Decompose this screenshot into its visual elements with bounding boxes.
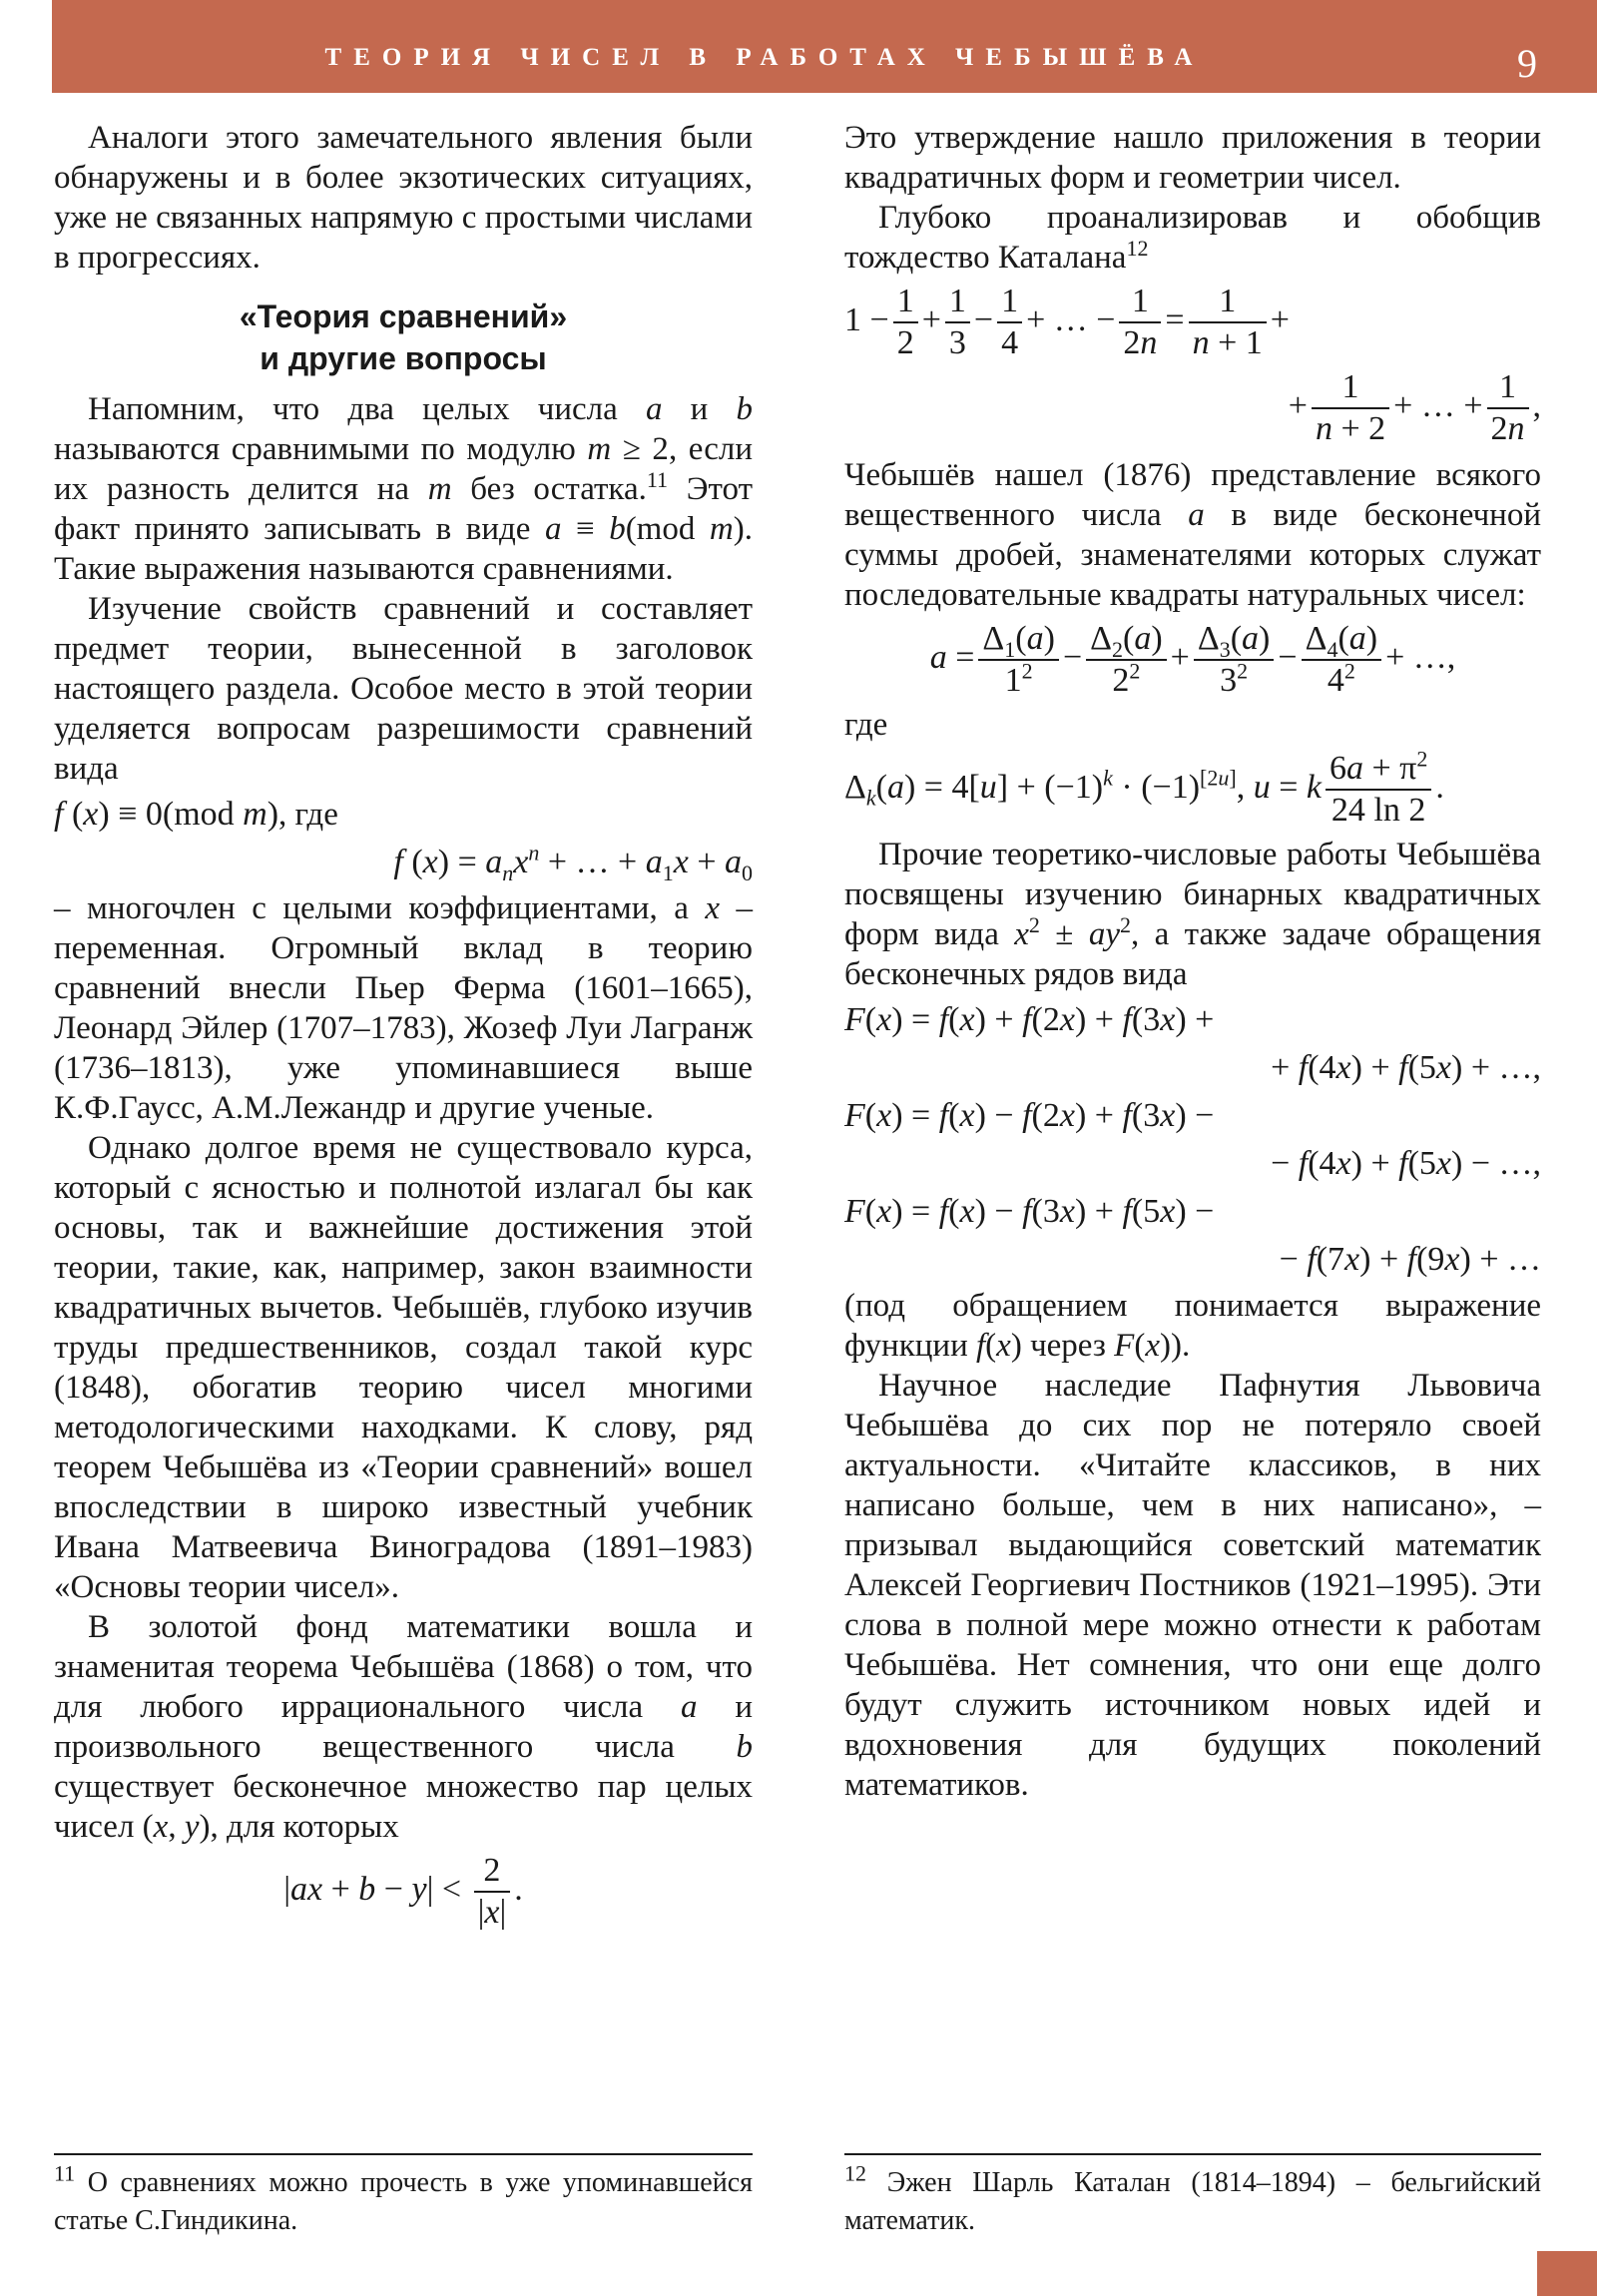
page-number: 9 [1517, 41, 1537, 86]
paragraph: Это утверждение нашло приложения в теории квадратичных форм и геометрии чисел. [844, 120, 1541, 196]
right-column [844, 118, 1541, 1805]
formula-delta: $\Delta_k(a) = 4[u] + (-1)^k \cdot (-1)[2u]$, u = k $\frac{6a + \pi^2}{24 \ln 2}$ . [844, 746, 1444, 829]
formula-F3-cont: − f(7x) + f(9x) + … [1279, 1241, 1541, 1278]
footnote-12 [844, 2160, 1542, 2240]
page-header [52, 0, 1597, 93]
formula-series: a = $\frac{\Delta_1(a)}{1^2}$ − $\frac{\Delta_2(a)}{2^2}$ + $\frac{\Delta_3(a)}{3^2}$ − $\frac{\Delta_4(a)}{4^2}$ + …, [929, 620, 1456, 699]
running-title: ТЕОРИЯ ЧИСЕЛ В РАБОТАХ ЧЕБЫШЁВА [324, 44, 1205, 71]
paragraph: где [844, 707, 888, 743]
footnote-text: Эжен Шарль Каталан (1814–1894) – бельгийский математик. [844, 2167, 1542, 2236]
formula-inequality: |ax + b − y| < $\frac{2}{|x|}$ . [283, 1852, 523, 1931]
formula-F3: F(x) = f(x) − f(3x) + f(5x) − [844, 1193, 1215, 1230]
paragraph: Чебышёв нашел (1876) представление всякого вещественного числа a в виде бесконечной суммы дробей, знаменателями которых служат последовательные квадраты натуральных чисел: [844, 457, 1542, 613]
paragraph: Изучение свойств сравнений и составляет предмет теории, вынесенной в заголовок настоящего раздела. Особое место в этой теории уделяется вопросам разрешимости сравнений вида [54, 591, 753, 787]
formula-catalan-cont: + $\frac{1}{n + 2}$ + … + $\frac{1}{2n}$ , [1288, 368, 1541, 447]
footnote-11 [54, 2160, 753, 2240]
heading-line: «Теория сравнений» [239, 298, 568, 334]
paragraph: Аналоги этого замечательного явления были обнаружены и в более экзотических ситуациях, уже не связанных напрямую с простыми числами в прогрессиях. [54, 120, 753, 276]
section-heading [54, 295, 753, 379]
formula-F2: F(x) = f(x) − f(2x) + f(3x) − [844, 1097, 1215, 1134]
formula-catalan: 1 − $\frac{1}{2}$ + $\frac{1}{3}$ − $\frac{1}{4}$ + … − $\frac{1}{2n}$ = $\frac{1}{n + 1}$ + [844, 283, 1290, 361]
footnote-ref[interactable]: 12 [1126, 236, 1149, 261]
paragraph: Однако долгое время не существовало курса, который с ясностью и полнотой излагал бы как основы, так и важнейшие достижения этой теории, такие, как, например, закон взаимности квадратичных вычетов. Чебышёв, глубоко изучив труды предшественников, создал такой курс (1848), обогатив теорию чисел многими методологическими находками. К слову, ряд теорем Чебышёва из «Теории сравнений» вошел впоследствии в широко известный учебник Ивана Матвеевича Виноградова (1891–1983) «Основы теории чисел». [54, 1130, 753, 1605]
formula-F2-cont: − f(4x) + f(5x) − …, [1271, 1145, 1541, 1182]
footnote-divider [54, 2153, 753, 2155]
footnote-number: 11 [54, 2160, 76, 2186]
paragraph: Прочие теоретико-числовые работы Чебышёва посвящены изучению бинарных квадратичных форм вида $x^2 \pm ay^2$, а также задаче обращения бесконечных рядов вида [844, 837, 1541, 992]
paragraph: (под обращением понимается выражение функции f(x) через F(x)). [844, 1288, 1541, 1364]
footnote-number: 12 [844, 2160, 866, 2186]
paragraph: В золотой фонд математики вошла и знаменитая теорема Чебышёва (1868) о том, что для любого иррационального числа a и произвольного вещественного числа b существует бесконечное множество пар целых чисел (x, y), для которых [54, 1609, 753, 1845]
page-corner-tab [1537, 2251, 1597, 2296]
paragraph: Глубоко проанализировав и обобщив тождество Каталана$^{12}$ [844, 200, 1541, 276]
footnote-ref[interactable]: 11 [646, 467, 669, 492]
formula-F1: F(x) = f(x) + f(2x) + f(3x) + [844, 1001, 1215, 1038]
formula-polynomial: f $(x) = a_nx^n$ + … + $a_1x + a_0$ [393, 840, 753, 885]
paragraph: – многочлен с целыми коэффициентами, а x – переменная. Огромный вклад в теорию сравнений внесли Пьер Ферма (1601–1665), Леонард Эйлер (1707–1783), Жозеф Луи Лагранж (1736–1813), уже упоминавшиеся выше К.Ф.Гаусс, А.М.Лежандр и другие ученые. [54, 890, 754, 1126]
heading-line: и другие вопросы [260, 340, 547, 376]
paragraph: Научное наследие Пафнутия Львовича Чебышёва до сих пор не потеряло своей актуальности. «Читайте классиков, в них написано больше, чем в них написано», – призывал выдающийся советский математик Алексей Георгиевич Постников (1921–1995). Эти слова в полной мере можно отнести к работам Чебышёва. Нет сомнения, что они еще долго будут служить источником новых идей и вдохновения для будущих поколений математиков. [844, 1368, 1541, 1803]
left-column [54, 118, 753, 1937]
paragraph: Напомним, что два целых числа a и b называются сравнимыми по модулю m ≥ 2, если их разность делится на m без остатка.$^{11}$ Этот факт принято записывать в виде a ≡ b(mod m). Такие выражения называются сравнениями. [54, 391, 754, 587]
formula-F1-cont: + f(4x) + f(5x) + …, [1271, 1049, 1541, 1086]
formula-congruence: f (x) ≡ 0(mod m), где [54, 796, 338, 833]
footnote-text: О сравнениях можно прочесть в уже упоминавшейся статье С.Гиндикина. [54, 2167, 753, 2236]
footnote-divider [844, 2153, 1541, 2155]
